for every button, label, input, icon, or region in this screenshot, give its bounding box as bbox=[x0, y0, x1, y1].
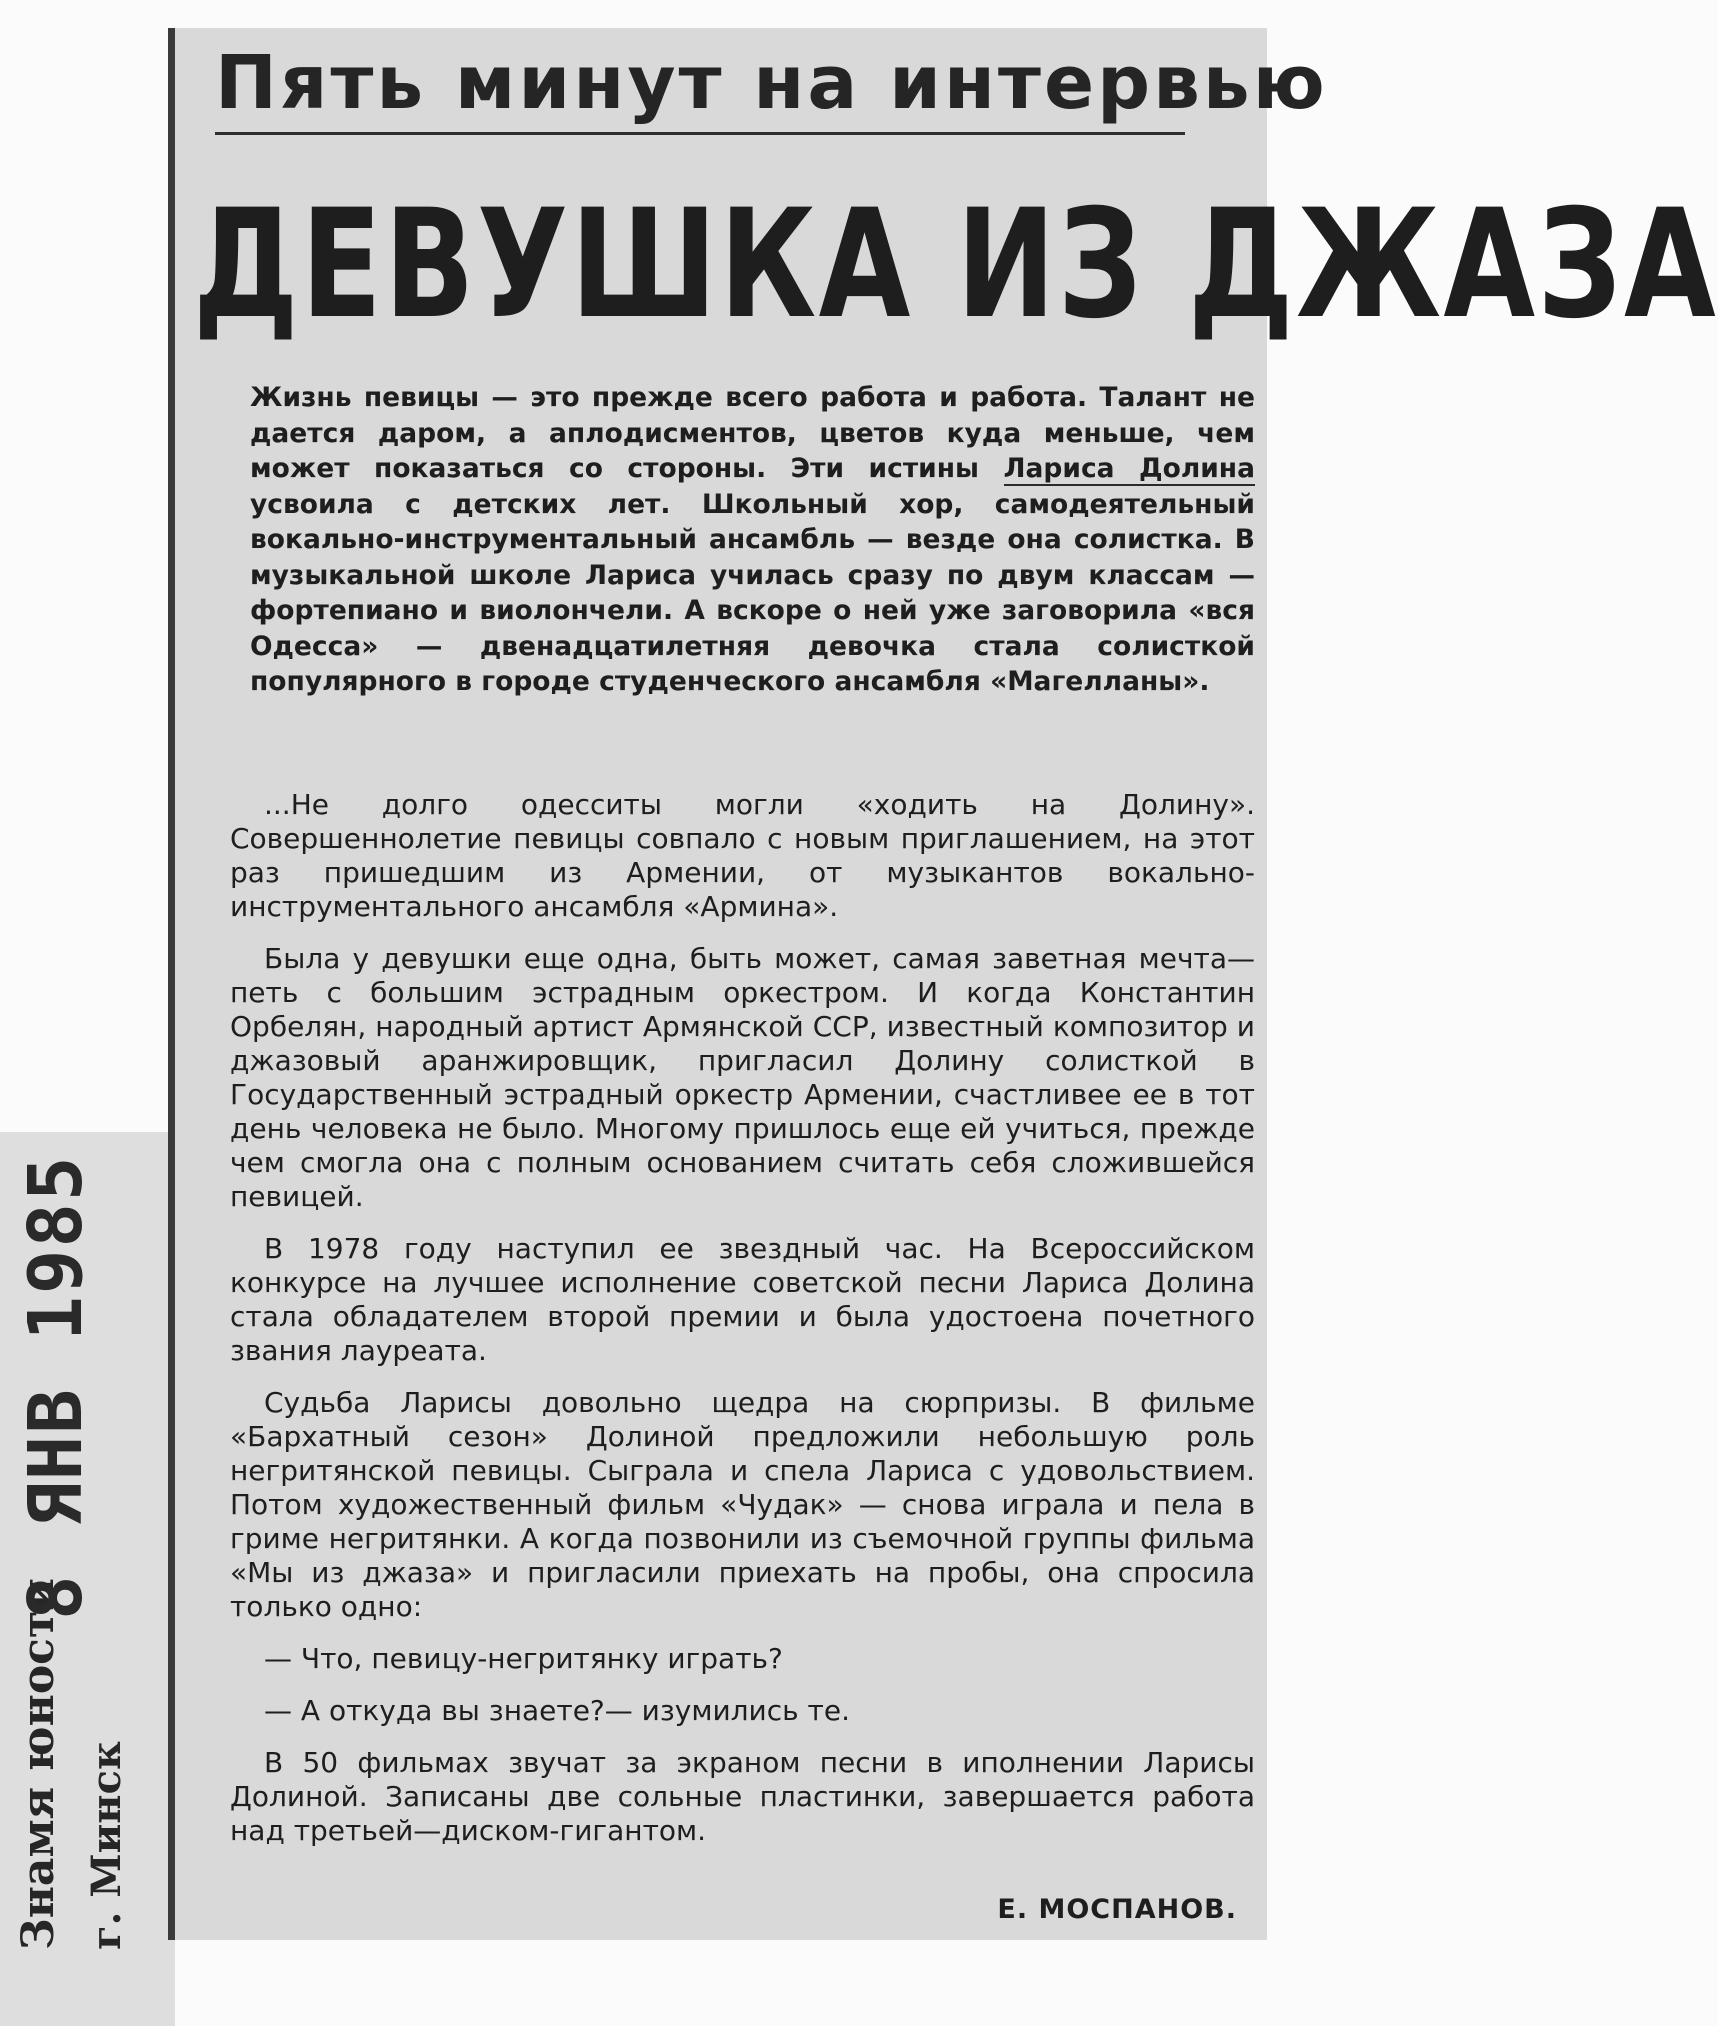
article-lead bbox=[250, 380, 1255, 700]
dialogue-line: — А откуда вы знаете?— изумились те. bbox=[264, 1694, 850, 1727]
body-paragraph: ...Не долго одесситы могли «ходить на Долину». Совершеннолетие певицы совпало с новым приглашением, на этот раз пришедшим из Армении, от музыкантов вокально-инструментального ансамбля «Армина». bbox=[230, 788, 1255, 923]
body-paragraph: В 1978 году наступил ее звездный час. На Всероссийском конкурсе на лучшее исполнение советской песни Лариса Долина стала обладателем второй премии и была удостоена почетного звания лауреата. bbox=[230, 1232, 1255, 1367]
body-paragraph: Судьба Ларисы довольно щедра на сюрпризы. В фильме «Бархатный сезон» Долиной предложили небольшую роль негритянской певицы. Сыграла и спела Лариса с удовольствием. Потом художественный фильм «Чудак» — снова играла и пела в гриме негритянки. А когда позвонили из съемочной группы фильма «Мы из джаза» и пригласили приехать на пробы, она спросила только одно: bbox=[230, 1386, 1255, 1623]
lead-text-end: усвоила с детских лет. Школьный хор, самодеятельный вокально-инструментальный ансамбль — везде она солистка. В музыкальной школе Лариса училась сразу по двум классам — фортепиано и виолончели. А вскоре о ней уже заговорила «вся Одесса» — двенадцатилетняя девочка стала солисткой популярного в городе студенческого ансамбля «Магелланы». bbox=[250, 488, 1255, 697]
author-signature: Е. МОСПАНОВ. bbox=[997, 1894, 1237, 1925]
article-body bbox=[230, 788, 1255, 1866]
stamp-city: г. Минск bbox=[83, 1741, 130, 1950]
rubric-title: Пять минут на интервью bbox=[215, 40, 1328, 126]
newspaper-clipping bbox=[168, 28, 1718, 1940]
body-paragraph: В 50 фильмах звучат за экраном песни в иполнении Ларисы Долиной. Записаны две сольные пластинки, завершается работа над третьей—диском-гигантом. bbox=[230, 1746, 1255, 1847]
rubric-divider bbox=[215, 132, 1185, 135]
lead-text-start: Жизнь певицы — это прежде всего работа и работа. Талант не дается даром, а аплодисментов, цветов куда меньше, чем может показаться со стороны. Эти истины bbox=[250, 382, 1255, 484]
archive-stamp bbox=[13, 1154, 163, 1950]
article-headline: ДЕВУШКА ИЗ ДЖАЗА bbox=[193, 178, 1718, 352]
stamp-source-newspaper: Знамя юности bbox=[13, 1578, 64, 1950]
body-paragraph: Была у девушки еще одна, быть может, самая заветная мечта—петь с большим эстрадным оркестром. И когда Константин Орбелян, народный артист Армянской ССР, известный композитор и джазовый аранжировщик, пригласил Долину солисткой в Государственный эстрадный оркестр Армении, счастливее ее в тот день человека не было. Многому пришлось еще ей учиться, прежде чем смогла она с полным основанием считать себя сложившейся певицей. bbox=[230, 942, 1255, 1213]
stamp-date: 8 ЯНВ 1985 bbox=[13, 1154, 99, 1620]
dialogue-line: — Что, певицу-негритянку играть? bbox=[264, 1642, 783, 1675]
lead-underlined-name: Лариса Долина bbox=[1003, 453, 1255, 484]
